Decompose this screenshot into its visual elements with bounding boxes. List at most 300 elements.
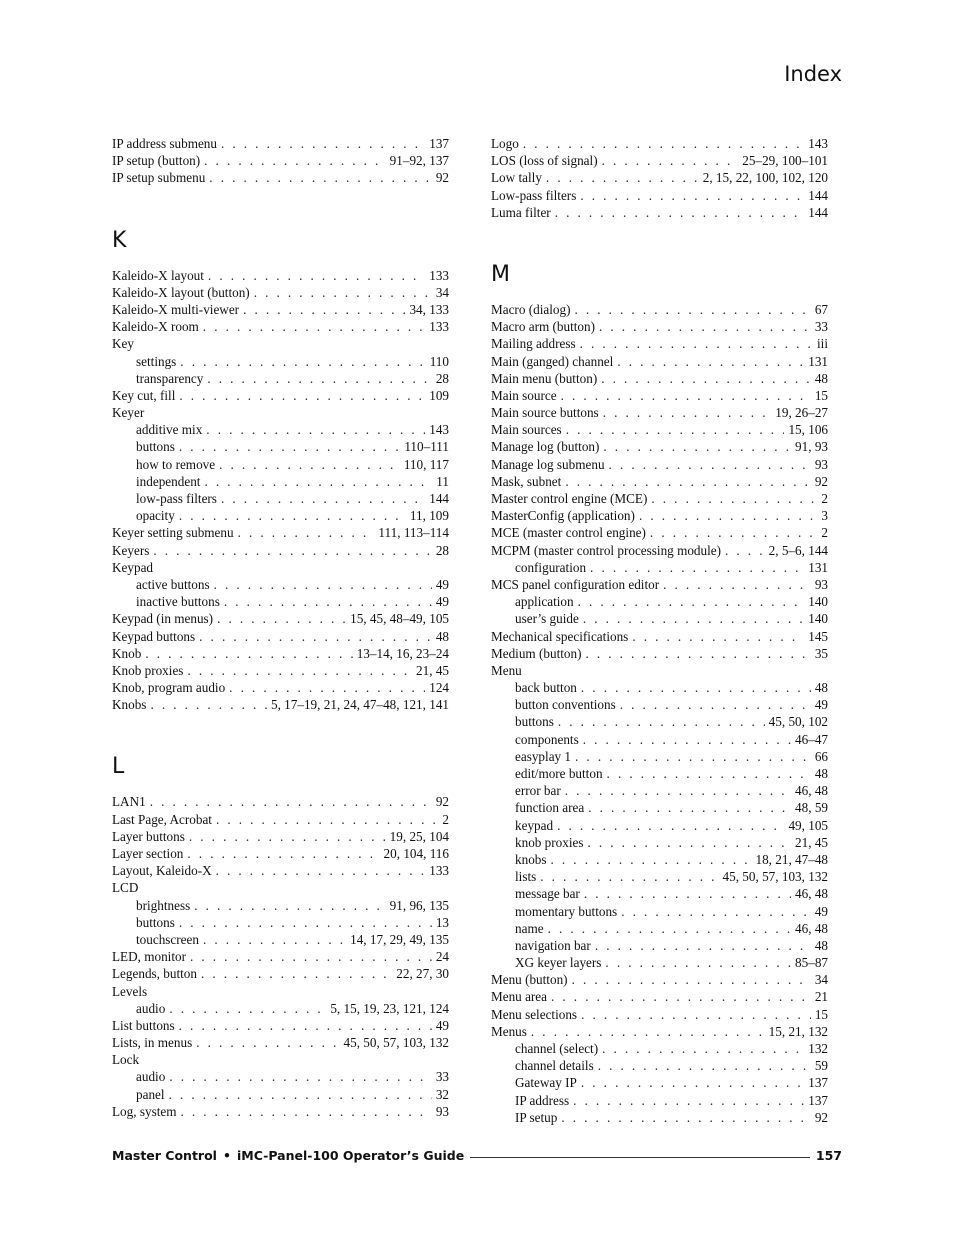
index-entry-pages[interactable]: 66 <box>814 748 828 764</box>
index-subentry <box>491 559 828 576</box>
index-entry-pages[interactable]: 143 <box>808 136 828 151</box>
index-entry-label: Kaleido-X layout (button) <box>112 284 250 300</box>
index-subentry <box>491 696 828 713</box>
index-entry-pages[interactable]: 93 <box>814 456 828 472</box>
index-entry-pages[interactable]: 28 <box>435 542 449 558</box>
index-entry-label: Knob <box>112 645 142 661</box>
index-entry-pages[interactable]: 32 <box>435 1086 449 1102</box>
index-entry-pages[interactable]: 144 <box>808 187 828 203</box>
index-entry <box>491 421 828 438</box>
index-entry-pages[interactable]: 110 <box>429 353 449 369</box>
dot-leader <box>588 799 791 816</box>
index-entry-pages[interactable]: 92 <box>814 1109 828 1125</box>
index-entry-pages[interactable]: 15, 21, 132 <box>768 1023 828 1039</box>
dot-leader <box>150 793 432 810</box>
index-entry <box>491 370 828 387</box>
dot-leader <box>150 696 267 713</box>
index-entry-label: brightness <box>136 897 191 913</box>
index-entry <box>112 965 449 982</box>
index-entry-pages[interactable]: 92 <box>435 794 449 810</box>
index-entry-label: Lock <box>112 1052 140 1068</box>
dot-leader <box>578 593 805 610</box>
index-entry-label: Main source <box>491 387 557 403</box>
index-entry-pages[interactable]: 33 <box>814 319 828 335</box>
index-subentry <box>112 897 449 914</box>
index-entry-pages[interactable]: 46, 48 <box>795 886 828 902</box>
index-entry-pages[interactable]: 110, 117 <box>403 456 449 472</box>
index-entry-label: Kaleido-X room <box>112 319 199 335</box>
index-entry-label: Keyers <box>112 542 150 558</box>
index-entry <box>491 971 828 988</box>
index-subentry <box>112 931 449 948</box>
index-entry-label: Lists, in menus <box>112 1035 193 1051</box>
index-entry-pages[interactable]: 13–14, 16, 23–24 <box>356 645 449 661</box>
index-entry <box>491 438 828 455</box>
dot-leader <box>663 576 811 593</box>
index-entry-pages[interactable]: 45, 50, 57, 103, 132 <box>343 1035 449 1051</box>
index-entry-pages[interactable]: 2, 15, 22, 100, 102, 120 <box>702 170 828 186</box>
index-entry-pages[interactable]: 15 <box>814 387 828 403</box>
dot-leader <box>194 897 385 914</box>
index-entry-label: Main menu (button) <box>491 370 598 386</box>
index-entry-pages[interactable]: 131 <box>808 353 828 369</box>
index-entry-pages[interactable]: 13 <box>435 914 449 930</box>
index-entry-label: Mailing address <box>491 336 576 352</box>
index-entry-pages[interactable]: 49 <box>435 576 449 592</box>
index-entry-label: momentary buttons <box>515 903 618 919</box>
index-entry-label: name <box>515 920 544 936</box>
dot-leader <box>229 679 425 696</box>
index-entry-label: Luma filter <box>491 204 551 220</box>
index-entry <box>112 845 449 862</box>
index-section-letter: M <box>491 261 510 287</box>
index-entry <box>491 645 828 662</box>
index-entry-label: MCPM (master control processing module) <box>491 542 722 558</box>
dot-leader <box>187 845 379 862</box>
index-entry-label: channel details <box>515 1058 594 1074</box>
index-subentry <box>112 456 449 473</box>
dot-leader <box>145 645 352 662</box>
index-entry-pages[interactable]: 46–47 <box>795 731 828 747</box>
index-entry-pages[interactable]: 34, 133 <box>409 301 449 317</box>
page-footer <box>112 1145 842 1165</box>
index-entry-pages[interactable]: 28 <box>435 370 449 386</box>
index-entry <box>491 1006 828 1023</box>
index-entry-label: settings <box>136 353 177 369</box>
dot-leader <box>588 834 792 851</box>
index-entry-pages[interactable]: 93 <box>814 576 828 592</box>
dot-leader <box>598 1057 811 1074</box>
dot-leader <box>580 335 813 352</box>
index-entry-pages[interactable]: iii <box>817 336 828 352</box>
index-entry-label: LED, monitor <box>112 949 186 965</box>
index-entry-label: navigation bar <box>515 937 591 953</box>
index-entry-pages[interactable]: 48, 59 <box>795 800 828 816</box>
index-entry <box>112 318 449 335</box>
footer-product: Master Control <box>112 1147 217 1163</box>
index-entry-label: configuration <box>515 559 587 575</box>
index-subentry <box>491 954 828 971</box>
index-entry-label: Menu area <box>491 989 548 1005</box>
dot-leader <box>650 524 817 541</box>
index-entry-pages[interactable]: 111, 113–114 <box>378 525 449 541</box>
index-entry-pages[interactable]: 48 <box>814 370 828 386</box>
index-entry-label: Main (ganged) channel <box>491 353 614 369</box>
dot-leader <box>254 284 432 301</box>
index-entry <box>112 1017 449 1034</box>
index-entry-label: Menu (button) <box>491 972 568 988</box>
index-entry-pages[interactable]: 143 <box>429 422 449 438</box>
index-entry-label: buttons <box>136 914 175 930</box>
dot-leader <box>548 920 791 937</box>
index-entry-label: IP setup submenu <box>112 170 206 186</box>
index-entry-label: panel <box>136 1086 165 1102</box>
index-entry-label: Macro (dialog) <box>491 301 571 317</box>
index-entry <box>491 576 828 593</box>
index-entry-pages[interactable]: 19, 25, 104 <box>389 828 449 844</box>
dot-leader <box>551 851 752 868</box>
index-subentry <box>491 731 828 748</box>
dot-leader <box>585 645 810 662</box>
page-title: Index <box>784 62 842 86</box>
index-subentry <box>491 885 828 902</box>
index-entry-pages[interactable]: 91, 93 <box>795 439 828 455</box>
index-subentry <box>491 851 828 868</box>
index-entry-label: easyplay 1 <box>515 748 572 764</box>
dot-leader <box>153 542 431 559</box>
index-entry-pages[interactable]: 85–87 <box>795 955 828 971</box>
dot-leader <box>561 1109 810 1126</box>
index-subentry <box>491 748 828 765</box>
index-entry-label: MCE (master control engine) <box>491 525 646 541</box>
index-entry-pages[interactable]: 48 <box>435 628 449 644</box>
index-entry-label: IP address <box>515 1092 570 1108</box>
dot-leader <box>214 576 432 593</box>
index-entry-pages[interactable]: 20, 104, 116 <box>383 846 449 861</box>
index-entry-pages[interactable]: 21, 45 <box>416 662 449 678</box>
index-entry <box>112 152 449 169</box>
index-entry <box>491 152 828 169</box>
index-entry <box>491 318 828 335</box>
dot-leader <box>196 1034 339 1051</box>
index-entry-pages[interactable]: 33 <box>435 1069 449 1085</box>
index-entry-label: Keyer setting submenu <box>112 525 234 541</box>
index-entry-pages[interactable]: 46, 48 <box>795 920 828 936</box>
index-entry-pages[interactable]: 131 <box>808 559 828 575</box>
index-subentry <box>491 765 828 782</box>
index-entry-label: error bar <box>515 783 561 799</box>
dot-leader <box>179 1017 432 1034</box>
index-entry <box>491 353 828 370</box>
index-subentry <box>112 914 449 931</box>
index-entry-label: IP setup (button) <box>112 153 201 169</box>
footer-guide-title: iMC-Panel-100 Operator’s Guide <box>236 1147 465 1163</box>
index-entry-pages[interactable]: 15 <box>814 1006 828 1022</box>
index-entry-label: back button <box>515 680 577 696</box>
index-entry-pages[interactable]: 2 <box>821 491 828 506</box>
index-entry-label: components <box>515 731 579 747</box>
index-entry-pages[interactable]: 144 <box>429 491 449 506</box>
index-subentry <box>491 782 828 799</box>
dot-leader <box>169 1068 432 1085</box>
index-entry-label: touchscreen <box>136 931 199 947</box>
dot-leader <box>561 387 811 404</box>
index-entry-pages[interactable]: 11, 109 <box>409 508 449 524</box>
index-entry <box>491 507 828 524</box>
index-entry-pages[interactable]: 11 <box>436 473 449 489</box>
index-entry-pages[interactable]: 21, 45 <box>795 834 828 850</box>
index-subentry <box>491 799 828 816</box>
index-entry-pages[interactable]: 48 <box>814 937 828 953</box>
index-entry <box>112 628 449 645</box>
index-entry-pages[interactable]: 25–29, 100–101 <box>742 153 828 169</box>
index-entry-label: function area <box>515 800 585 816</box>
dot-leader <box>531 1023 765 1040</box>
index-entry-pages[interactable]: 109 <box>429 387 449 403</box>
index-entry-label: Last Page, Acrobat <box>112 811 212 827</box>
index-entry-pages[interactable]: 21 <box>814 989 828 1005</box>
dot-leader <box>557 817 784 834</box>
index-entry <box>491 187 828 204</box>
index-subentry <box>112 1068 449 1085</box>
index-subentry <box>491 593 828 610</box>
index-entry-pages[interactable]: 144 <box>808 204 828 220</box>
index-entry-pages[interactable]: 91, 96, 135 <box>389 897 449 913</box>
dot-leader <box>238 524 375 541</box>
index-entry-pages[interactable]: 145 <box>808 628 828 644</box>
index-entry-pages[interactable]: 67 <box>814 301 828 317</box>
index-entry <box>112 983 449 1000</box>
index-entry <box>112 793 449 810</box>
index-entry-pages[interactable]: 92 <box>814 473 828 489</box>
index-entry-pages[interactable]: 19, 26–27 <box>775 405 828 421</box>
index-entry-label: LOS (loss of signal) <box>491 153 598 169</box>
index-section-letter: K <box>112 227 127 253</box>
index-entry-label: Menu selections <box>491 1006 578 1022</box>
index-entry <box>491 169 828 186</box>
index-entry-pages[interactable]: 124 <box>429 680 449 696</box>
index-entry-label: button conventions <box>515 697 616 713</box>
index-entry-pages[interactable]: 5, 15, 19, 23, 121, 124 <box>330 1000 449 1016</box>
index-entry-label: Key <box>112 336 134 352</box>
index-column-left <box>112 135 449 1120</box>
dot-leader <box>207 370 431 387</box>
dot-leader <box>219 456 400 473</box>
dot-leader <box>639 507 817 524</box>
index-entry-label: Keypad <box>112 559 154 575</box>
index-entry-label: Layer section <box>112 846 184 861</box>
index-subentry <box>112 421 449 438</box>
dot-leader <box>540 868 718 885</box>
dot-leader <box>180 1103 431 1120</box>
index-entry <box>112 811 449 828</box>
index-entry <box>112 828 449 845</box>
index-entry-pages[interactable]: 15, 45, 48–49, 105 <box>350 611 449 627</box>
dot-leader <box>221 490 425 507</box>
index-entry-label: independent <box>136 473 201 489</box>
dot-leader <box>204 473 432 490</box>
index-entry <box>491 1023 828 1040</box>
index-entry-pages[interactable]: 3 <box>821 508 828 524</box>
dot-leader <box>620 696 811 713</box>
index-entry-label: additive mix <box>136 422 203 438</box>
index-entry-pages[interactable]: 22, 27, 30 <box>396 966 449 982</box>
index-entry-pages[interactable]: 92 <box>435 170 449 186</box>
index-subentry <box>491 610 828 627</box>
index-entry-label: edit/more button <box>515 766 603 781</box>
index-entry-pages[interactable]: 35 <box>814 645 828 661</box>
index-subentry <box>491 868 828 885</box>
index-entry <box>112 1051 449 1068</box>
index-entry-pages[interactable]: 46, 48 <box>795 783 828 799</box>
index-entry-label: Keypad (in menus) <box>112 611 214 627</box>
index-entry-pages[interactable]: 48 <box>814 766 828 781</box>
index-column-right <box>491 135 828 1126</box>
index-entry-label: lists <box>515 869 537 885</box>
index-entry-pages[interactable]: 34 <box>814 972 828 988</box>
index-entry-pages[interactable]: 2 <box>442 811 449 827</box>
index-entry-label: List buttons <box>112 1017 175 1033</box>
index-entry-pages[interactable]: 133 <box>429 267 449 283</box>
index-entry <box>491 662 828 679</box>
index-entry-pages[interactable]: 91–92, 137 <box>389 153 449 169</box>
index-entry-pages[interactable]: 45, 50, 102 <box>768 714 828 730</box>
index-entry-label: Master control engine (MCE) <box>491 491 648 506</box>
index-entry-label: Layout, Kaleido-X <box>112 863 212 879</box>
index-subentry <box>112 370 449 387</box>
index-entry-pages[interactable]: 140 <box>808 594 828 610</box>
dot-leader <box>621 903 811 920</box>
dot-leader <box>617 353 804 370</box>
index-entry-pages[interactable]: 59 <box>814 1058 828 1074</box>
index-entry-label: Macro arm (button) <box>491 319 595 335</box>
index-entry <box>491 135 828 152</box>
dot-leader <box>190 948 432 965</box>
dot-leader <box>546 169 699 186</box>
index-entry-pages[interactable]: 5, 17–19, 21, 24, 47–48, 121, 141 <box>270 697 449 713</box>
index-entry-pages[interactable]: 133 <box>429 319 449 335</box>
dot-leader <box>590 559 804 576</box>
index-entry-pages[interactable]: 34 <box>435 284 449 300</box>
index-entry-label: Kaleido-X multi-viewer <box>112 301 240 317</box>
index-entry-pages[interactable]: 2 <box>821 525 828 541</box>
dot-leader <box>179 914 432 931</box>
index-entry-pages[interactable]: 49 <box>435 1017 449 1033</box>
index-entry-pages[interactable]: 45, 50, 57, 103, 132 <box>722 869 828 885</box>
dot-leader <box>180 353 425 370</box>
index-entry <box>112 879 449 896</box>
index-entry-label: Logo <box>491 136 519 151</box>
index-entry-label: LAN1 <box>112 794 146 810</box>
index-entry-pages[interactable]: 137 <box>429 136 449 151</box>
index-entry-label: IP setup <box>515 1109 558 1125</box>
index-entry-label: Layer buttons <box>112 828 185 844</box>
index-entry-pages[interactable]: 49, 105 <box>788 817 828 833</box>
index-entry-label: keypad <box>515 817 554 833</box>
index-section-letter: L <box>112 754 125 780</box>
index-entry <box>112 135 449 152</box>
dot-leader <box>595 937 811 954</box>
dot-leader <box>602 1040 804 1057</box>
index-entry-label: Medium (button) <box>491 645 582 661</box>
index-entry-pages[interactable]: 137 <box>808 1075 828 1091</box>
dot-leader <box>179 507 406 524</box>
dot-leader <box>573 1092 804 1109</box>
index-entry-label: low-pass filters <box>136 491 217 506</box>
index-entry-pages[interactable]: 133 <box>429 863 449 879</box>
index-entry-label: Low-pass filters <box>491 187 577 203</box>
index-entry <box>491 988 828 1005</box>
index-subentry <box>491 679 828 696</box>
index-entry <box>112 404 449 421</box>
dot-leader <box>632 628 804 645</box>
index-entry-label: Kaleido-X layout <box>112 267 204 283</box>
index-entry-label: how to remove <box>136 456 216 472</box>
index-subentry <box>112 593 449 610</box>
index-entry-pages[interactable]: 137 <box>808 1092 828 1108</box>
dot-leader <box>599 318 811 335</box>
dot-leader <box>565 782 791 799</box>
dot-leader <box>203 931 346 948</box>
index-entry <box>112 542 449 559</box>
dot-leader <box>243 301 405 318</box>
index-entry <box>491 542 828 559</box>
dot-leader <box>206 421 425 438</box>
dot-leader <box>601 370 811 387</box>
index-entry <box>112 335 449 352</box>
index-entry <box>491 456 828 473</box>
index-entry-label: application <box>515 594 574 610</box>
dot-leader <box>607 765 811 782</box>
index-entry-pages[interactable]: 18, 21, 47–48 <box>755 851 828 867</box>
index-entry-pages[interactable]: 93 <box>435 1103 449 1119</box>
dot-leader <box>580 187 804 204</box>
index-entry-pages[interactable]: 14, 17, 29, 49, 135 <box>350 931 449 947</box>
index-subentry <box>112 490 449 507</box>
index-subentry <box>112 507 449 524</box>
index-entry-pages[interactable]: 132 <box>808 1041 828 1056</box>
index-subentry <box>112 1086 449 1103</box>
index-entry-pages[interactable]: 49 <box>435 594 449 610</box>
index-entry-pages[interactable]: 49 <box>814 903 828 919</box>
index-entry-pages[interactable]: 49 <box>814 697 828 713</box>
index-entry-pages[interactable]: 15, 106 <box>788 422 828 438</box>
index-entry-label: Manage log submenu <box>491 456 605 472</box>
index-entry-pages[interactable]: 24 <box>435 949 449 965</box>
index-entry-pages[interactable]: 140 <box>808 611 828 627</box>
index-entry <box>112 559 449 576</box>
index-subentry <box>491 1074 828 1091</box>
dot-leader <box>204 152 386 169</box>
index-entry-label: Levels <box>112 983 148 999</box>
index-entry-pages[interactable]: 110–111 <box>404 439 449 455</box>
index-entry-label: audio <box>136 1000 166 1016</box>
dot-leader <box>201 965 392 982</box>
index-entry-label: audio <box>136 1069 166 1085</box>
index-entry-label: knobs <box>515 851 547 867</box>
index-entry-pages[interactable]: 48 <box>814 680 828 696</box>
index-entry-label: transparency <box>136 370 204 386</box>
index-entry <box>112 1103 449 1120</box>
dot-leader <box>216 862 426 879</box>
index-entry <box>491 524 828 541</box>
index-entry-label: Main sources <box>491 422 562 438</box>
dot-leader <box>575 748 811 765</box>
dot-leader <box>725 542 765 559</box>
index-entry-label: Manage log (button) <box>491 439 600 455</box>
index-entry-label: Knob, program audio <box>112 680 226 696</box>
index-entry-pages[interactable]: 2, 5–6, 144 <box>768 542 828 558</box>
